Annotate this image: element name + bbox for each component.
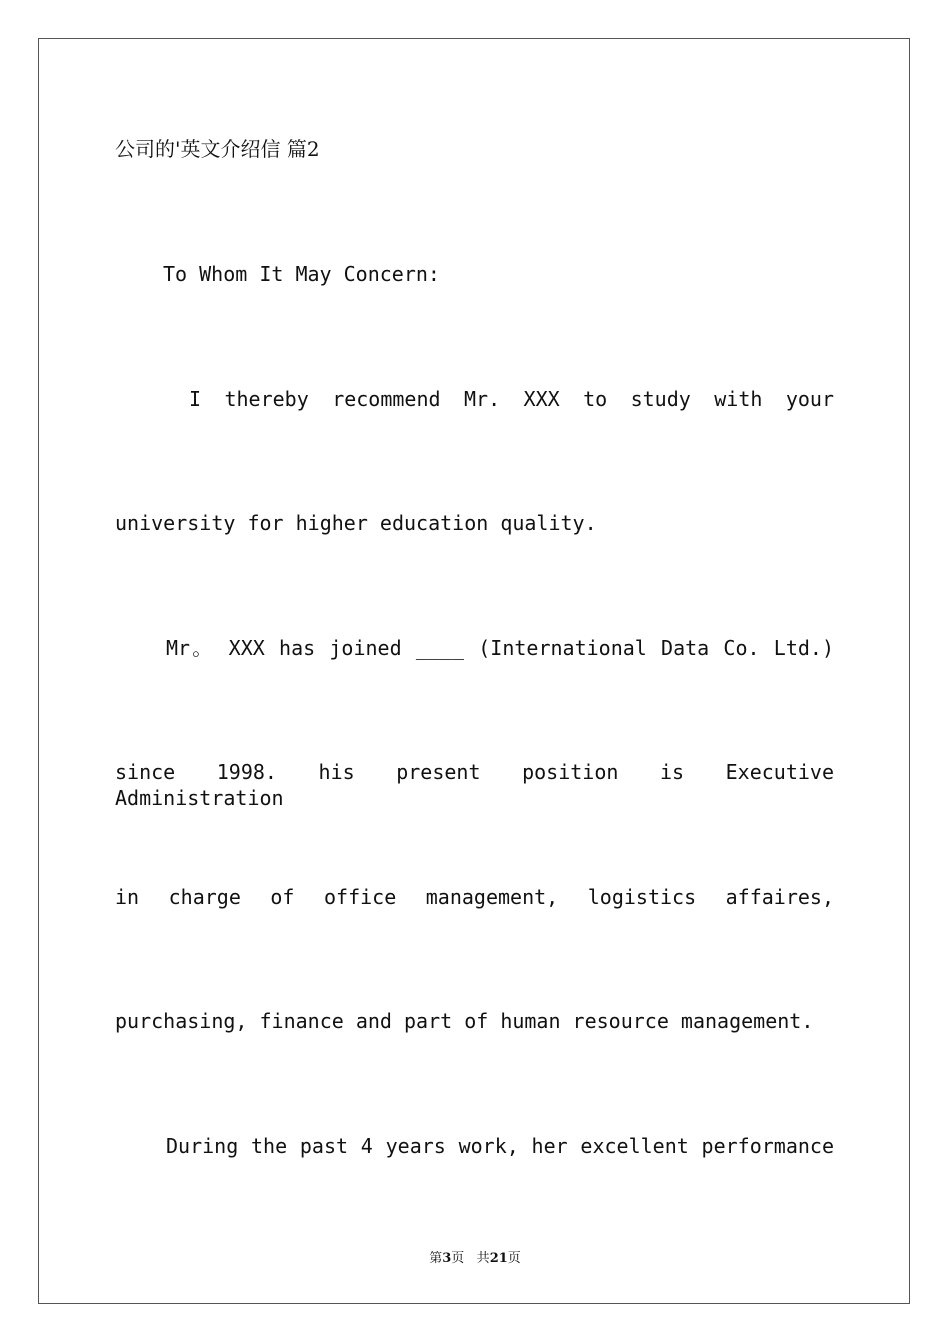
page-number: 3: [442, 1251, 452, 1266]
total-pages: 21: [489, 1251, 508, 1266]
page-prefix: 第: [429, 1251, 443, 1266]
total-suffix: 页: [507, 1251, 521, 1266]
total-prefix: 共: [476, 1251, 490, 1266]
paragraph-line-6: purchasing, finance and part of human resource management.: [115, 1009, 814, 1033]
paragraph-line-3: Mr。 XXX has joined ____ (International Data Co. Ltd.): [166, 636, 834, 660]
paragraph-line-7: During the past 4 years work, her excellent performance: [166, 1134, 834, 1158]
paragraph-line-1: I thereby recommend Mr. XXX to study with your: [189, 387, 834, 411]
document-title: 公司的'英文介绍信 篇2: [115, 137, 320, 161]
page-suffix: 页: [451, 1251, 465, 1266]
paragraph-line-4: since 1998. his present position is Executive Administration: [115, 760, 834, 810]
salutation: To Whom It May Concern:: [163, 262, 440, 286]
paragraph-line-5: in charge of office management, logistics affaires,: [115, 885, 834, 909]
page-footer: [0, 1247, 950, 1266]
paragraph-line-2: university for higher education quality.: [115, 511, 597, 535]
page-border: [38, 38, 910, 1304]
